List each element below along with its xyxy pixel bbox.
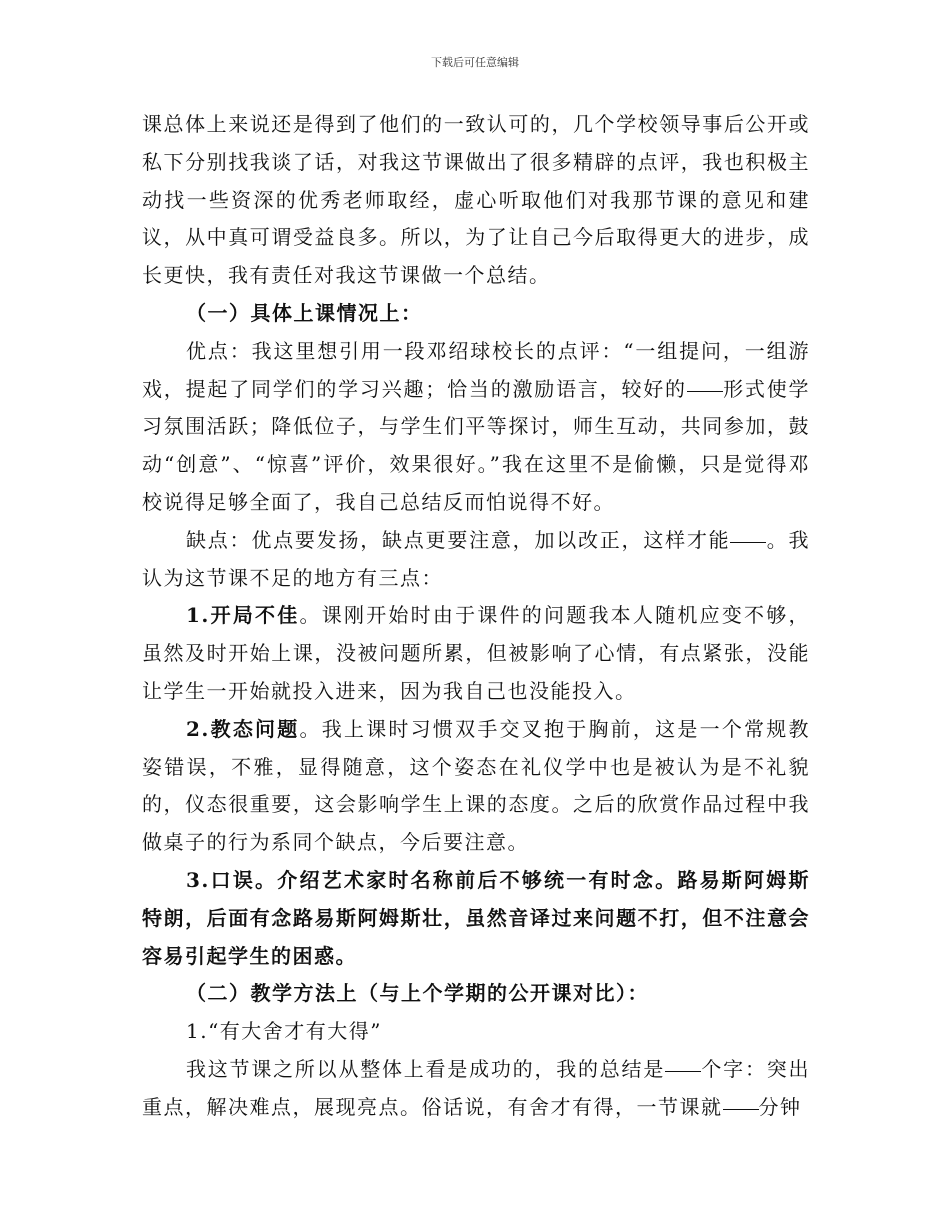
section-heading: （二）教学方法上（与上个学期的公开课对比）： <box>186 981 649 1006</box>
list-item <box>142 597 810 710</box>
paragraph-text: 分钟 <box>758 1094 802 1119</box>
paragraph-text: 缺点：优点要发扬，缺点更要注意，加以改正，这样才能 <box>186 527 731 552</box>
fill-blank <box>723 1108 759 1110</box>
paragraph: 课总体上来说还是得到了他们的一致认可的，几个学校领导事后公开或私下分别找我谈了话，对我这节课做出了很多精辟的点评，我也积极主动找一些资深的优秀老师取经，虚心听取他们对我那节课的意见和建议，从中真可谓受益良多。所以，为了让自己今后取得更大的进步，成长更快，我有责任对我这节课做一个总结。 <box>142 112 810 288</box>
paragraph <box>142 333 810 522</box>
paragraph-text: 形式使学习氛围活跃；降低位子，与学生们平等探讨，师生互动，共同参加，鼓动“创意”、“惊喜”评价，效果很好。”我在这里不是偷懒，只是觉得邓校说得足够全面了，我自己总结反而怕说得不好。 <box>142 376 811 514</box>
paragraph <box>142 522 810 598</box>
document-body <box>142 106 810 1127</box>
paragraph-text: 。我认为这节课不足的地方有三点： <box>142 527 811 590</box>
sub-heading: 1.“有大舍才有大得” <box>186 1019 383 1044</box>
paragraph-text: 个字：突出重点，解决难点，展现亮点。俗话说，有舍才有得，一节课就 <box>142 1056 811 1119</box>
list-item <box>142 711 810 862</box>
fill-blank <box>687 390 723 392</box>
list-item-text: 。我上课时习惯双手交叉抱于胸前，这是一个常规教姿错误，不雅，显得随意，这个姿态在礼仪学中也是被认为是不礼貌的，仪态很重要，这会影响学生上课的态度。之后的欣赏作品过程中我做桌子的行为系同个缺点，今后要注意。 <box>142 716 810 855</box>
list-item: 3.口误。介绍艺术家时名称前后不够统一有时念。路易斯阿姆斯特朗，后面有念路易斯阿姆斯壮，虽然音译过来问题不打，但不注意会容易引起学生的困惑。 <box>142 867 810 968</box>
paragraph <box>142 1051 810 1127</box>
fill-blank <box>730 541 766 543</box>
section-heading: （一）具体上课情况上： <box>186 300 423 325</box>
fill-blank <box>665 1070 701 1072</box>
page-header: 下载后可任意编辑 <box>431 56 519 69</box>
list-item-title: 2.教态问题 <box>186 716 300 741</box>
paragraph-text: 我这节课之所以从整体上看是成功的，我的总结是 <box>186 1056 666 1081</box>
paragraph-text: 优点：我这里想引用一段邓绍球校长的点评：“一组提问，一组游戏，提起了同学们的学习兴趣；恰当的激励语言，较好的 <box>142 338 810 401</box>
list-item-text: 。课刚开始时由于课件的问题我本人随机应变不够，虽然及时开始上课，没被问题所累，但被影响了心情，有点紧张，没能让学生一开始就投入进来，因为我自己也没能投入。 <box>142 603 810 703</box>
list-item-title: 1.开局不佳 <box>186 603 300 628</box>
